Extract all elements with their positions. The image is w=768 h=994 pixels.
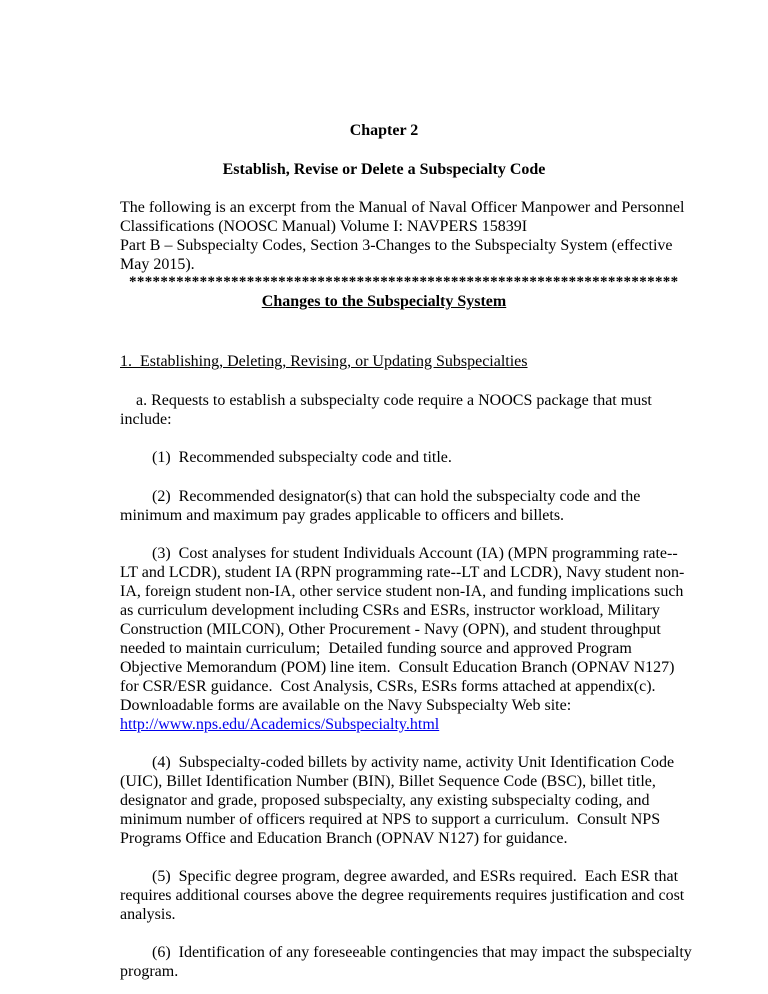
- intro-line: Part B – Subspecialty Codes, Section 3-Changes to the Subspecialty System (effective: [120, 237, 673, 254]
- paragraph-3-line: IA, foreign student non-IA, other service student non-IA, and funding implications such: [120, 583, 684, 600]
- paragraph-5-line: (5) Specific degree program, degree awarded, and ESRs required. Each ESR that: [120, 868, 679, 885]
- document-title: Establish, Revise or Delete a Subspecialty Code: [222, 161, 546, 178]
- separator-line: **********************************************************************: [129, 274, 679, 290]
- paragraph-4-line: Programs Office and Education Branch (OPNAV N127) for guidance.: [120, 830, 568, 847]
- intro-line: The following is an excerpt from the Manual of Naval Officer Manpower and Personnel: [120, 199, 685, 216]
- paragraph-a-line: include:: [120, 411, 172, 428]
- item-heading: [120, 352, 528, 371]
- paragraph-3-line: Construction (MILCON), Other Procurement - Navy (OPN), and student throughput: [120, 621, 661, 638]
- paragraph-3-line: as curriculum development including CSRs and ESRs, instructor workload, Military: [120, 602, 660, 619]
- subspecialty-website-link[interactable]: http://www.nps.edu/Academics/Subspecialty.html: [120, 716, 440, 733]
- paragraph-2-line: minimum and maximum pay grades applicable to officers and billets.: [120, 507, 565, 524]
- paragraph-6-line: (6) Identification of any foreseeable contingencies that may impact the subspecialty: [120, 944, 692, 961]
- paragraph-2-line: (2) Recommended designator(s) that can hold the subspecialty code and the: [120, 488, 641, 505]
- intro-line: Classifications (NOOSC Manual) Volume I: NAVPERS 15839I: [120, 218, 528, 235]
- item-heading-text: 1. Establishing, Deleting, Revising, or Updating Subspecialties: [120, 353, 528, 370]
- paragraph-a-line: a. Requests to establish a subspecialty code require a NOOCS package that must: [120, 392, 652, 409]
- paragraph-3-line: for CSR/ESR guidance. Cost Analysis, CSRs, ESRs forms attached at appendix(c).: [120, 678, 656, 695]
- section-title: Changes to the Subspecialty System: [261, 293, 507, 310]
- chapter-heading: Chapter 2: [349, 122, 419, 139]
- paragraph-5-line: requires additional courses above the degree requirements requires justification and cost: [120, 887, 685, 904]
- paragraph-3-line: LT and LCDR), student IA (RPN programming rate--LT and LCDR), Navy student non-: [120, 564, 685, 581]
- paragraph-3-line: Downloadable forms are available on the Navy Subspecialty Web site:: [120, 697, 572, 714]
- paragraph-1-line: (1) Recommended subspecialty code and title.: [120, 449, 452, 466]
- paragraph-4-line: (4) Subspecialty-coded billets by activity name, activity Unit Identification Code: [120, 754, 675, 771]
- paragraph-3-line: needed to maintain curriculum; Detailed funding source and approved Program: [120, 640, 632, 657]
- paragraph-5-line: analysis.: [120, 906, 176, 923]
- intro-line: May 2015).: [120, 256, 195, 273]
- paragraph-6-line: program.: [120, 963, 179, 980]
- paragraph-4-line: designator and grade, proposed subspecialty, any existing subspecialty coding, and: [120, 792, 650, 809]
- paragraph-3-line: Objective Memorandum (POM) line item. Consult Education Branch (OPNAV N127): [120, 659, 675, 676]
- paragraph-4-line: minimum number of officers required at NPS to support a curriculum. Consult NPS: [120, 811, 661, 828]
- paragraph-4-line: (UIC), Billet Identification Number (BIN), Billet Sequence Code (BSC), billet title,: [120, 773, 656, 790]
- paragraph-3-line: (3) Cost analyses for student Individuals Account (IA) (MPN programming rate--: [120, 545, 678, 562]
